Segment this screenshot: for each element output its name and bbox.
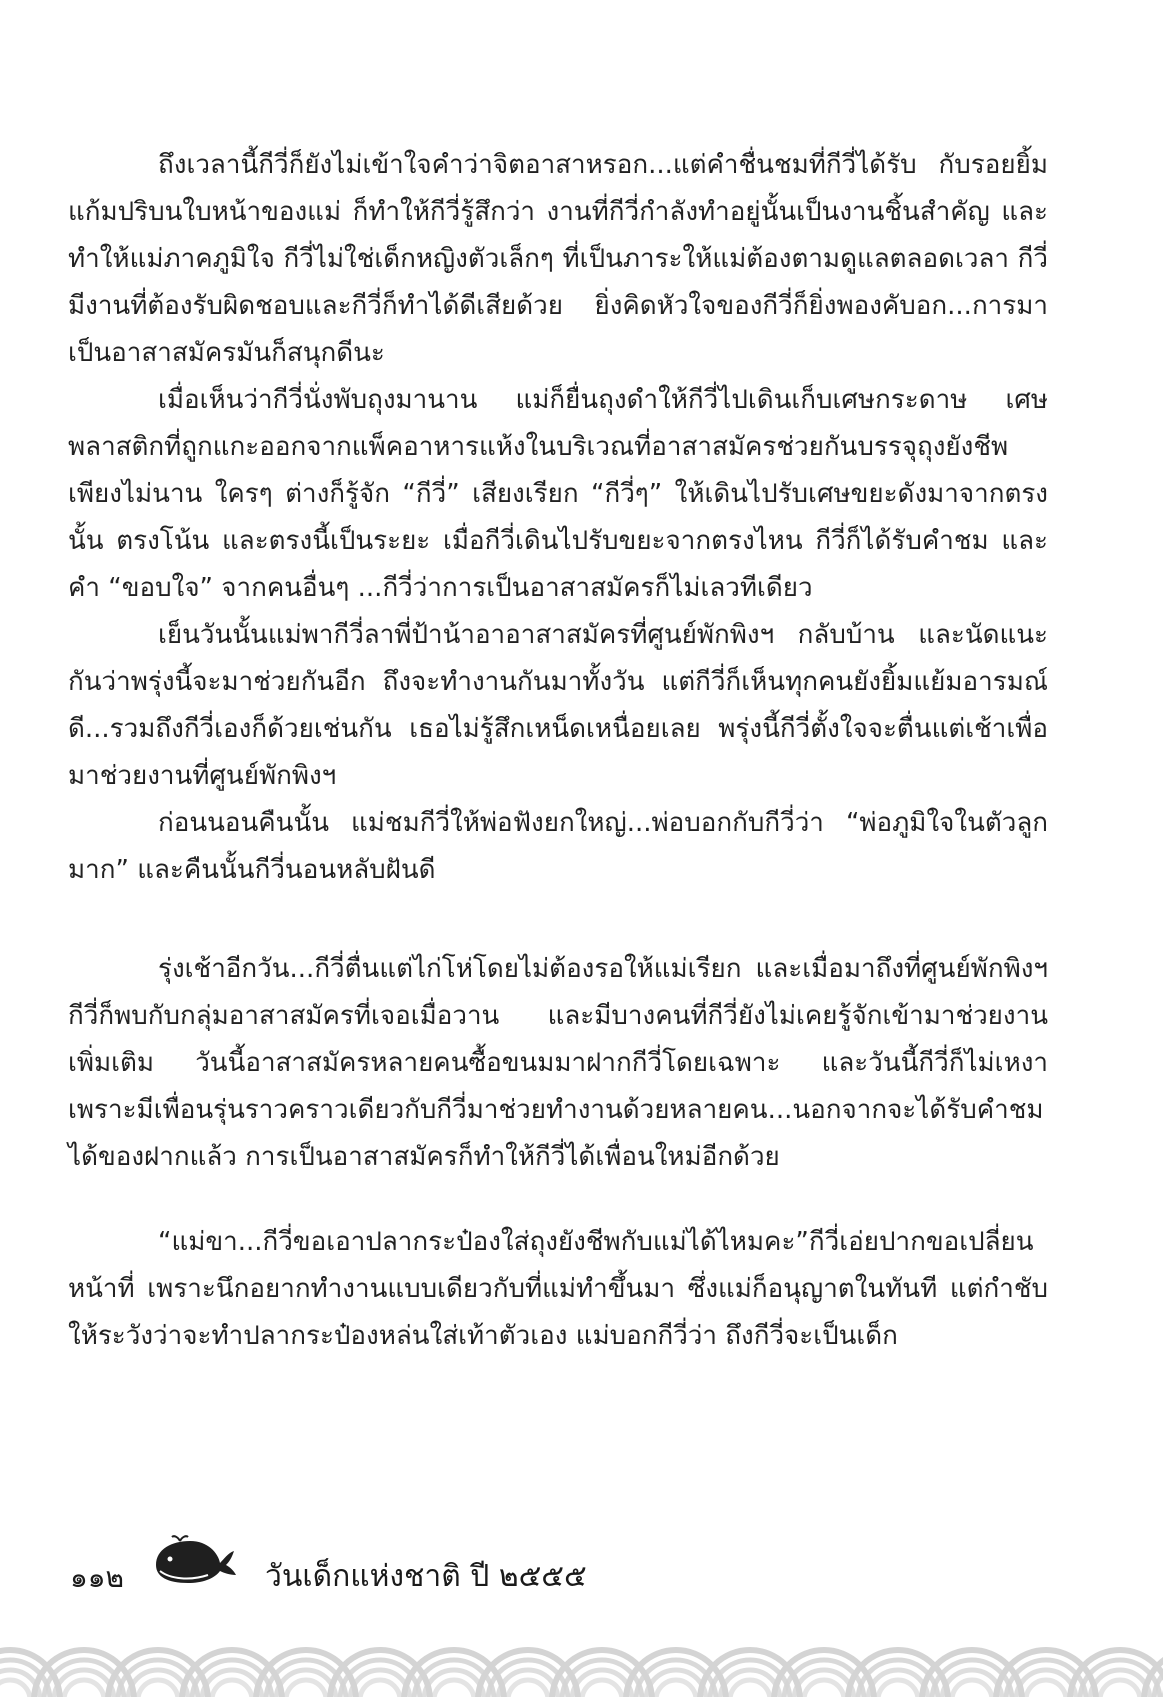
ring-decoration <box>1100 1680 1140 1697</box>
ring-decoration <box>730 1680 770 1697</box>
footer-rings-decoration <box>0 1608 1163 1697</box>
whale-icon <box>150 1535 240 1587</box>
ring-decoration <box>508 1680 548 1697</box>
ring-decoration <box>434 1680 474 1697</box>
paragraph-3: เย็นวันนั้นแม่พากีวี่ลาพี่ป้าน้าอาอาสาสมัครที่ศูนย์พักพิงฯ กลับบ้าน และนัดแนะกันว่าพรุ่งนี้จะมาช่วยกันอีก ถึงจะทำงานกันมาทั้งวัน แต่กีวี่ก็เห็นทุกคนยังยิ้มแย้มอารมณ์ดี...รวมถึงกีวี่เองก็ด้วยเช่นกัน เธอไม่รู้สึกเหน็ดเหนื่อยเลย พรุ่งนี้กีวี่ตั้งใจจะตื่นแต่เช้าเพื่อมาช่วยงานที่ศูนย์พักพิงฯ <box>68 620 1048 791</box>
paragraph-2: เมื่อเห็นว่ากีวี่นั่งพับถุงมานาน แม่ก็ยื่นถุงดำให้กีวี่ไปเดินเก็บเศษกระดาษ เศษพลาสติกที่ถูกแกะออกจากแพ็คอาหารแห้งในบริเวณที่อาสาสมัครช่วยกันบรรจุถุงยังชีพ เพียงไม่นาน ใครๆ ต่างก็รู้จัก “กีวี่” เสียงเรียก “กีวี่ๆ” ให้เดินไปรับเศษขยะดังมาจากตรงนั้น ตรงโน้น และตรงนี้เป็นระยะ เมื่อกีวี่เดินไปรับขยะจากตรงไหน กีวี่ก็ได้รับคำชม และคำ “ขอบใจ” จากคนอื่นๆ ...กีวี่ว่าการเป็นอาสาสมัครก็ไม่เลวทีเดียว <box>68 385 1048 603</box>
body-text <box>68 142 1048 1360</box>
ring-decoration <box>952 1680 992 1697</box>
paragraph-5: รุ่งเช้าอีกวัน...กีวี่ตื่นแต่ไก่โห่โดยไม่ต้องรอให้แม่เรียก และเมื่อมาถึงที่ศูนย์พักพิงฯ กีวี่ก็พบกับกลุ่มอาสาสมัครที่เจอเมื่อวาน และมีบางคนที่กีวี่ยังไม่เคยรู้จักเข้ามาช่วยงานเพิ่มเติม วันนี้อาสาสมัครหลายคนซื้อขนมมาฝากกีวี่โดยเฉพาะ และวันนี้กีวี่ก็ไม่เหงาเพราะมีเพื่อนรุ่นราวคราวเดียวกับกีวี่มาช่วยทำงานด้วยหลายคน...นอกจากจะได้รับคำชม ได้ของฝากแล้ว การเป็นอาสาสมัครก็ทำให้กีวี่ได้เพื่อนใหม่อีกด้วย <box>68 954 1048 1172</box>
ring-decoration <box>804 1680 844 1697</box>
ring-decoration <box>286 1680 326 1697</box>
ring-decoration <box>360 1680 400 1697</box>
paragraph-6: “แม่ขา...กีวี่ขอเอาปลากระป๋องใส่ถุงยังชีพกับแม่ได้ไหมคะ”กีวี่เอ่ยปากขอเปลี่ยนหน้าที่ เพราะนึกอยากทำงานแบบเดียวกับที่แม่ทำขึ้นมา ซึ่งแม่ก็อนุญาตในทันที แต่กำชับให้ระวังว่าจะทำปลากระป๋องหล่นใส่เท้าตัวเอง แม่บอกกีวี่ว่า ถึงกีวี่จะเป็นเด็ก <box>68 1227 1048 1351</box>
ring-decoration <box>212 1680 252 1697</box>
footer-title: วันเด็กแห่งชาติ ปี ๒๕๕๕ <box>265 1559 587 1594</box>
ring-decoration <box>656 1680 696 1697</box>
page-number: ๑๑๒ <box>70 1561 125 1594</box>
ring-decoration <box>1026 1680 1066 1697</box>
ring-decoration <box>0 1680 30 1697</box>
paragraph-1: ถึงเวลานี้กีวี่ก็ยังไม่เข้าใจคำว่าจิตอาสาหรอก...แต่คำชื่นชมที่กีวี่ได้รับ กับรอยยิ้มแก้มปริบนใบหน้าของแม่ ก็ทำให้กีวี่รู้สึกว่า งานที่กีวี่กำลังทำอยู่นั้นเป็นงานชิ้นสำคัญ และทำให้แม่ภาคภูมิใจ กีวี่ไม่ใช่เด็กหญิงตัวเล็กๆ ที่เป็นภาระให้แม่ต้องตามดูแลตลอดเวลา กีวี่มีงานที่ต้องรับผิดชอบและกีวี่ก็ทำได้ดีเสียด้วย ยิ่งคิดหัวใจของกีวี่ก็ยิ่งพองคับอก...การมาเป็นอาสาสมัครมันก็สนุกดีนะ <box>68 150 1048 368</box>
ring-decoration <box>582 1680 622 1697</box>
ring-decoration <box>64 1680 104 1697</box>
ring-decoration <box>138 1680 178 1697</box>
paragraph-4: ก่อนนอนคืนนั้น แม่ชมกีวี่ให้พ่อฟังยกใหญ่...พ่อบอกกับกีวี่ว่า “พ่อภูมิใจในตัวลูกมาก” และคืนนั้นกีวี่นอนหลับฝันดี <box>68 808 1048 885</box>
section-break <box>68 894 1048 946</box>
section-break <box>68 1181 1048 1219</box>
ring-decoration <box>878 1680 918 1697</box>
